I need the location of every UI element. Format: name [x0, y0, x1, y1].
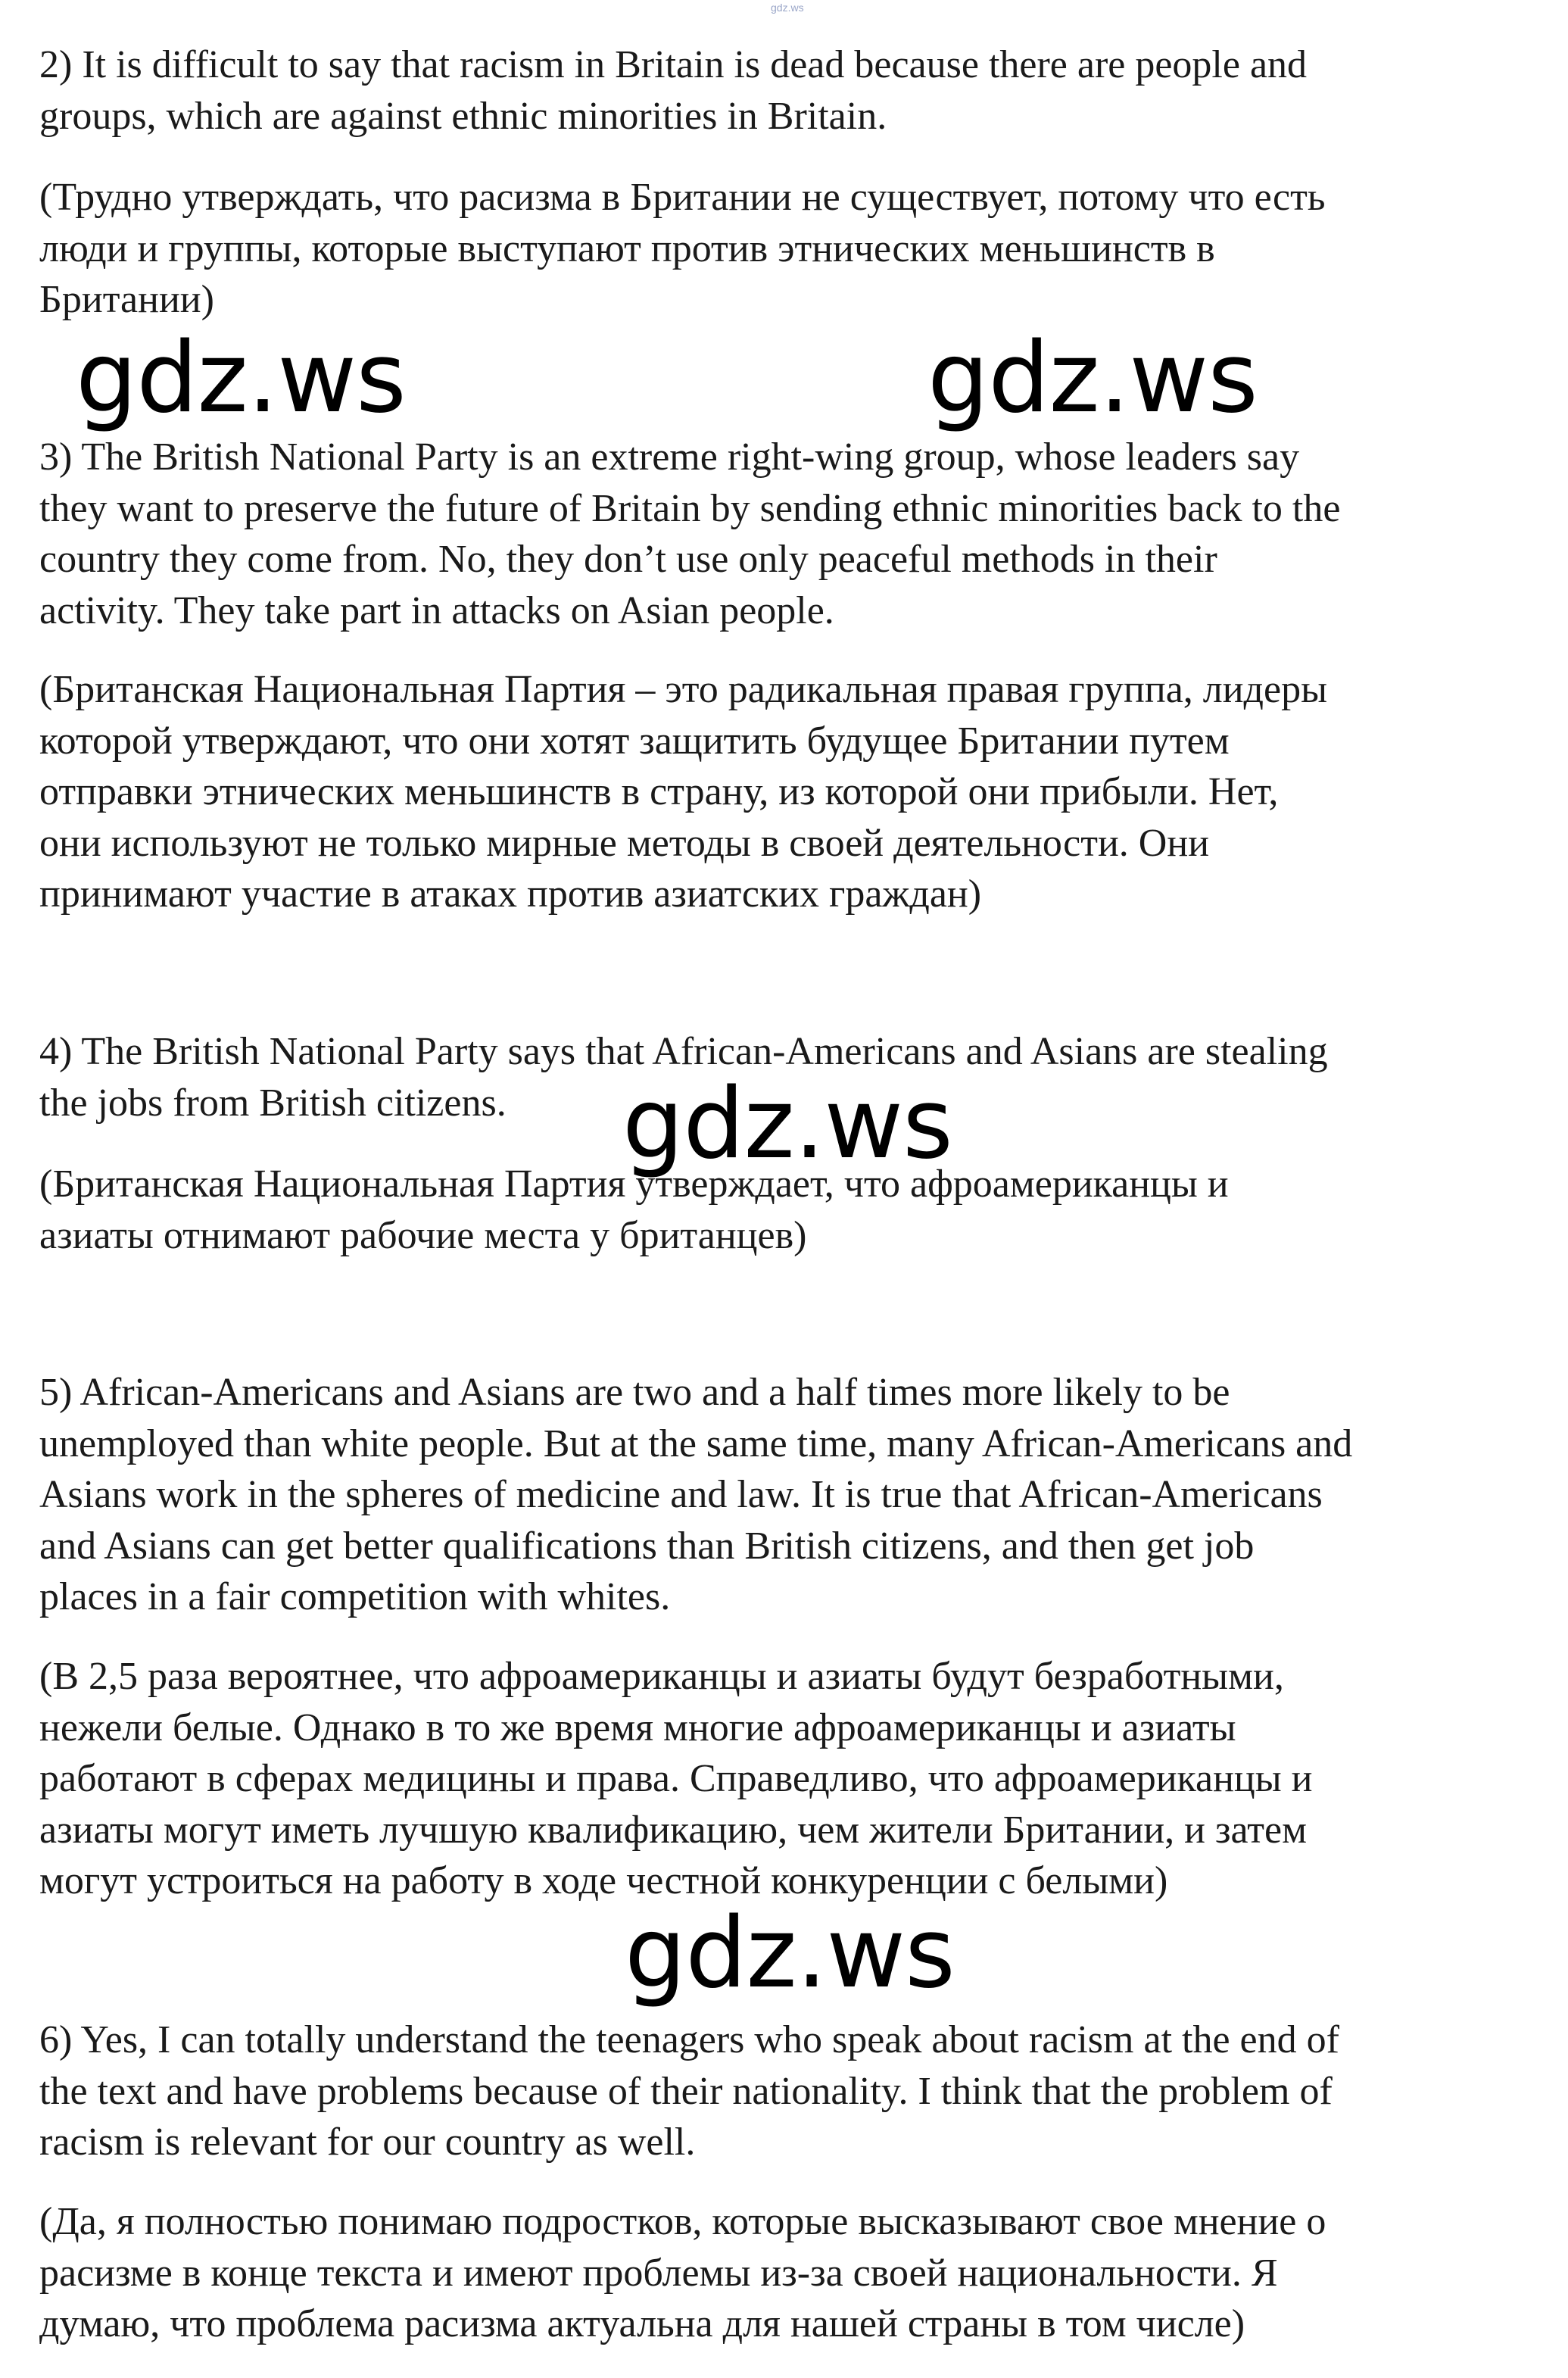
watermark-logo: gdz.ws	[76, 322, 406, 435]
header-watermark: gdz.ws	[771, 2, 804, 14]
answer-2-russian: (Трудно утверждать, что расизма в Британии не существует, потому что есть люди и группы, которые выступают против этнических меньшинств в Британии)	[39, 176, 1326, 321]
answer-2-english: 2) It is difficult to say that racism in Britain is dead because there are people and groups, which are against ethnic minorities in Britain.	[39, 43, 1308, 138]
watermark-logo: gdz.ws	[622, 1068, 952, 1181]
watermark-logo: gdz.ws	[927, 322, 1258, 435]
answer-6-english: 6) Yes, I can totally understand the teenagers who speak about racism at the end of the text and have problems because of their nationality. I think that the problem of racism is relevant for our country as well.	[39, 2018, 1339, 2164]
answer-4-russian: (Британская Национальная Партия утверждает, что афроамериканцы и азиаты отнимают рабочие места у британцев)	[39, 1162, 1229, 1257]
answer-5-english: 5) African-Americans and Asians are two and a half times more likely to be unemployed than white people. But at the same time, many African-Americans and Asians work in the spheres of medicine and law. It is true that African-Americans and Asians can get better qualifications than British citizens, and then get job places in a fair competition with whites.	[39, 1371, 1353, 1618]
answer-5-russian: (В 2,5 раза вероятнее, что афроамериканцы и азиаты будут безработными, нежели белые. Однако в то же время многие афроамериканцы и азиаты работают в сферах медицины и права. Справедливо, что афроамериканцы и азиаты могут иметь лучшую квалификацию, чем жители Британии, и затем могут устроиться на работу в ходе честной конкуренции с белыми)	[39, 1655, 1313, 1902]
answer-6-russian: (Да, я полностью понимаю подростков, которые высказывают свое мнение о расизме в конце текста и имеют проблемы из-за своей национальности. Я думаю, что проблема расизма актуальна для нашей страны в том числе)	[39, 2200, 1326, 2345]
answer-4-english: 4) The British National Party says that African-Americans and Asians are stealing the jobs from British citizens.	[39, 1030, 1328, 1125]
answer-3-english: 3) The British National Party is an extreme right-wing group, whose leaders say they want to preserve the future of Britain by sending ethnic minorities back to the country they come from. No, they don’t use only peaceful methods in their activity. They take part in attacks on Asian people.	[39, 435, 1341, 632]
answer-3-russian: (Британская Национальная Партия – это радикальная правая группа, лидеры которой утверждают, что они хотят защитить будущее Британии путем отправки этнических меньшинств в страну, из которой они прибыли. Нет, они используют не только мирные методы в своей деятельности. Они принимают участие в атаках против азиатских граждан)	[39, 668, 1328, 916]
watermark-logo: gdz.ws	[625, 1897, 955, 2010]
